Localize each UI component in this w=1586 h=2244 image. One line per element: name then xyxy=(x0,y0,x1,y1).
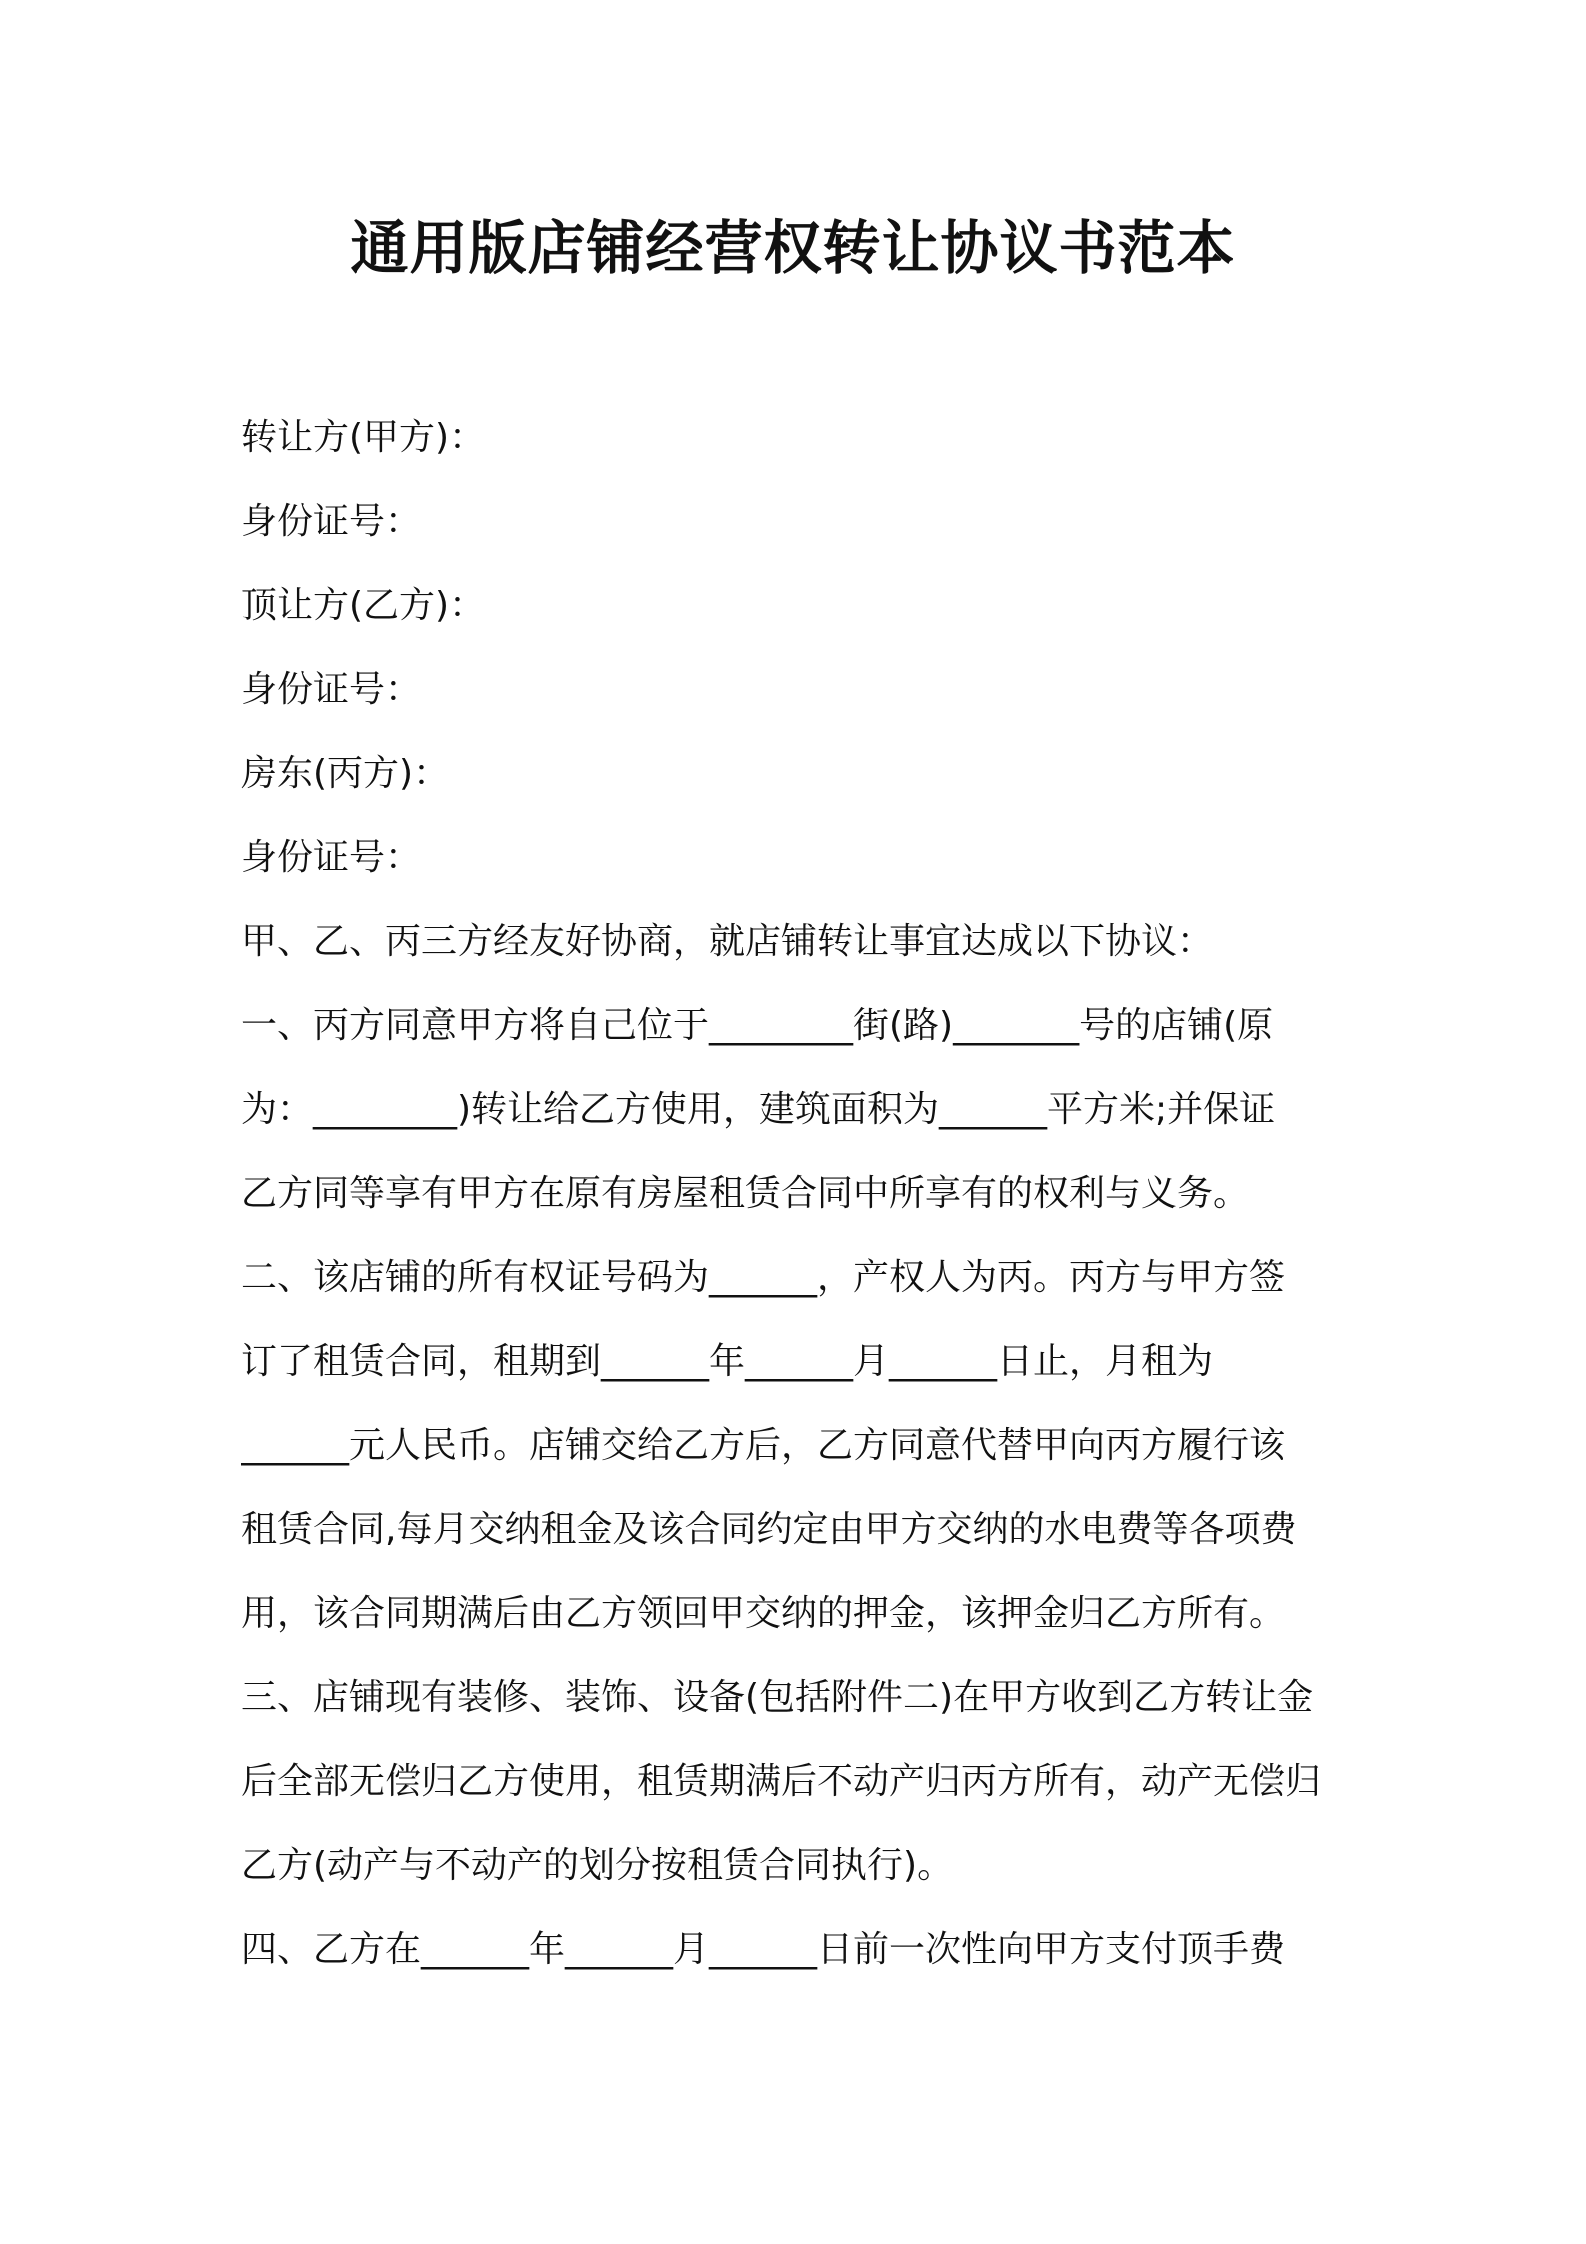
document-title: 通用版店铺经营权转让协议书范本 xyxy=(350,214,1236,282)
clause-3-line-1: 三、店铺现有装修、装饰、设备(包括附件二)在甲方收到乙方转让金 xyxy=(241,1677,1314,1718)
clause-2-line-4: 租赁合同,每月交纳租金及该合同约定由甲方交纳的水电费等各项费 xyxy=(241,1509,1297,1550)
clause-1-line-1: 一、丙方同意甲方将自己位于________街(路)_______号的店铺(原 xyxy=(241,1005,1274,1046)
clause-2-line-2: 订了租赁合同，租期到______年______月______日止，月租为 xyxy=(241,1341,1214,1382)
transferee-id-label: 身份证号： xyxy=(241,669,422,710)
landlord-id-label: 身份证号： xyxy=(241,837,422,878)
clause-2-line-1: 二、该店铺的所有权证号码为______，产权人为丙。丙方与甲方签 xyxy=(241,1257,1286,1298)
clause-3-line-2: 后全部无偿归乙方使用，租赁期满后不动产归丙方所有，动产无偿归 xyxy=(241,1761,1322,1802)
transferor-label: 转让方(甲方)： xyxy=(241,417,486,458)
clause-3-line-3: 乙方(动产与不动产的划分按租赁合同执行)。 xyxy=(241,1845,954,1886)
transferee-label: 顶让方(乙方)： xyxy=(241,585,486,626)
clause-1-line-2: 为：________)转让给乙方使用，建筑面积为______平方米;并保证 xyxy=(241,1089,1276,1130)
agreement-intro: 甲、乙、丙三方经友好协商，就店铺转让事宜达成以下协议： xyxy=(241,921,1214,962)
clause-1-line-3: 乙方同等享有甲方在原有房屋租赁合同中所享有的权利与义务。 xyxy=(241,1173,1250,1214)
landlord-label: 房东(丙方)： xyxy=(241,753,450,794)
clause-4-line-1: 四、乙方在______年______月______日前一次性向甲方支付顶手费 xyxy=(241,1929,1286,1970)
transferor-id-label: 身份证号： xyxy=(241,501,422,542)
clause-2-line-3: ______元人民币。店铺交给乙方后，乙方同意代替甲向丙方履行该 xyxy=(241,1425,1286,1466)
clause-2-line-5: 用，该合同期满后由乙方领回甲交纳的押金，该押金归乙方所有。 xyxy=(241,1593,1286,1634)
document-body xyxy=(241,396,1356,1992)
